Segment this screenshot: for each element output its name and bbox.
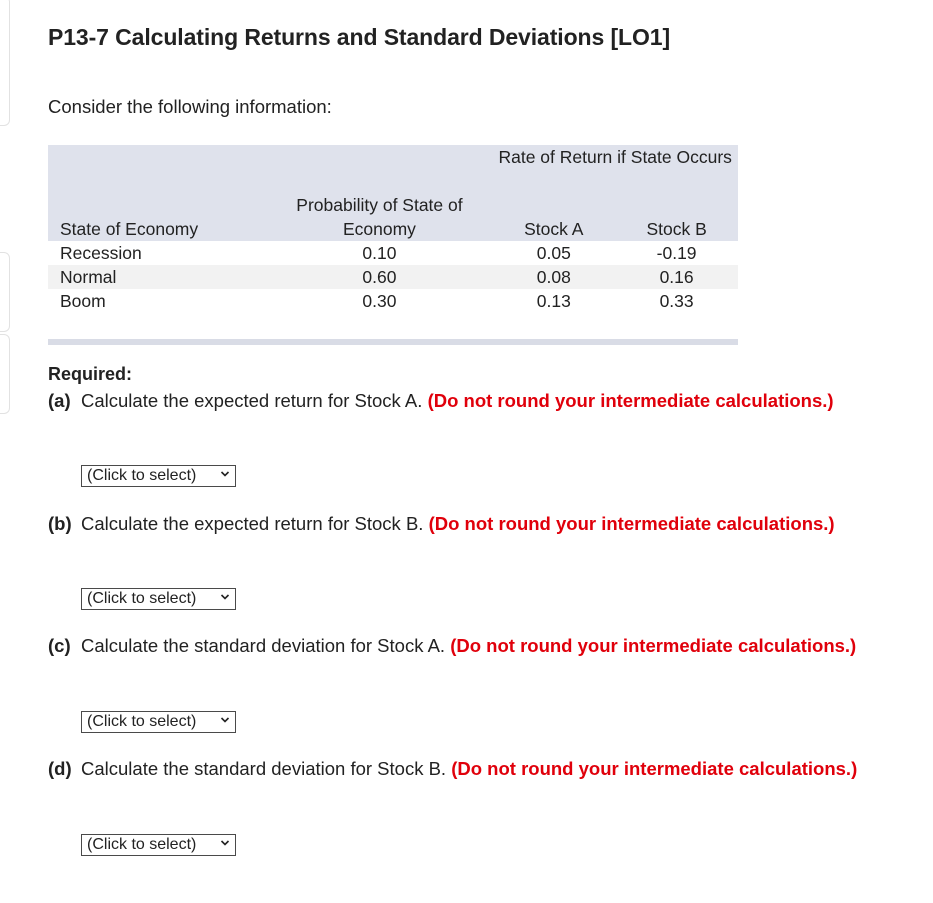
col-header-probability: Probability of State of Economy [266, 193, 492, 241]
table-header-row-2 [48, 193, 738, 241]
col-header-state: State of Economy [48, 193, 266, 241]
chevron-down-icon [220, 838, 230, 848]
col-header-stock-a: Stock A [492, 193, 615, 241]
left-edge-tab-middle [0, 252, 10, 332]
answer-c-dropdown[interactable] [81, 711, 236, 733]
question-label: (b) [48, 513, 72, 534]
question-a [48, 388, 884, 413]
chevron-down-icon [220, 715, 230, 725]
cell-probability: 0.10 [266, 241, 492, 265]
question-text: Calculate the expected return for Stock A. [81, 390, 423, 411]
cell-probability: 0.30 [266, 289, 492, 313]
answer-b-dropdown[interactable] [81, 588, 236, 610]
question-text: Calculate the standard deviation for Stock B. [81, 758, 447, 779]
dropdown-value: (Click to select) [87, 713, 197, 730]
rounding-note: (Do not round your intermediate calculations.) [450, 635, 857, 656]
cell-stock-b: 0.33 [615, 289, 738, 313]
col-header-stock-b: Stock B [615, 193, 738, 241]
cell-stock-b: -0.19 [615, 241, 738, 265]
chevron-down-icon [220, 469, 230, 479]
answer-d-dropdown[interactable] [81, 834, 236, 856]
answer-a-dropdown[interactable] [81, 465, 236, 487]
dropdown-value: (Click to select) [87, 836, 197, 853]
cell-probability: 0.60 [266, 265, 492, 289]
required-label: Required: [48, 364, 133, 384]
problem-title: P13-7 Calculating Returns and Standard Deviations [LO1] [48, 24, 671, 50]
cell-state: Normal [48, 265, 266, 289]
rate-of-return-header: Rate of Return if State Occurs [492, 145, 738, 193]
question-text: Calculate the standard deviation for Stock A. [81, 635, 446, 656]
dropdown-value: (Click to select) [87, 590, 197, 607]
cell-stock-b: 0.16 [615, 265, 738, 289]
question-b [48, 511, 884, 536]
question-label: (c) [48, 635, 71, 656]
rounding-note: (Do not round your intermediate calculations.) [428, 513, 835, 534]
cell-state: Recession [48, 241, 266, 265]
table-row [48, 289, 738, 313]
question-label: (d) [48, 758, 72, 779]
dropdown-value: (Click to select) [87, 467, 197, 484]
chevron-down-icon [220, 592, 230, 602]
table-row [48, 241, 738, 265]
cell-stock-a: 0.08 [492, 265, 615, 289]
table-bottom-rule [48, 313, 738, 342]
question-label: (a) [48, 390, 71, 411]
rounding-note: (Do not round your intermediate calculations.) [451, 758, 858, 779]
cell-stock-a: 0.05 [492, 241, 615, 265]
cell-state: Boom [48, 289, 266, 313]
question-d [48, 756, 884, 781]
probability-table [48, 145, 738, 345]
table-row [48, 265, 738, 289]
question-text: Calculate the expected return for Stock B. [81, 513, 424, 534]
rounding-note: (Do not round your intermediate calculations.) [427, 390, 834, 411]
cell-stock-a: 0.13 [492, 289, 615, 313]
intro-text: Consider the following information: [48, 96, 332, 117]
table-header-row-1 [48, 145, 738, 193]
question-c [48, 633, 884, 658]
left-edge-tab-lower [0, 334, 10, 414]
left-edge-tab-top [0, 0, 10, 126]
